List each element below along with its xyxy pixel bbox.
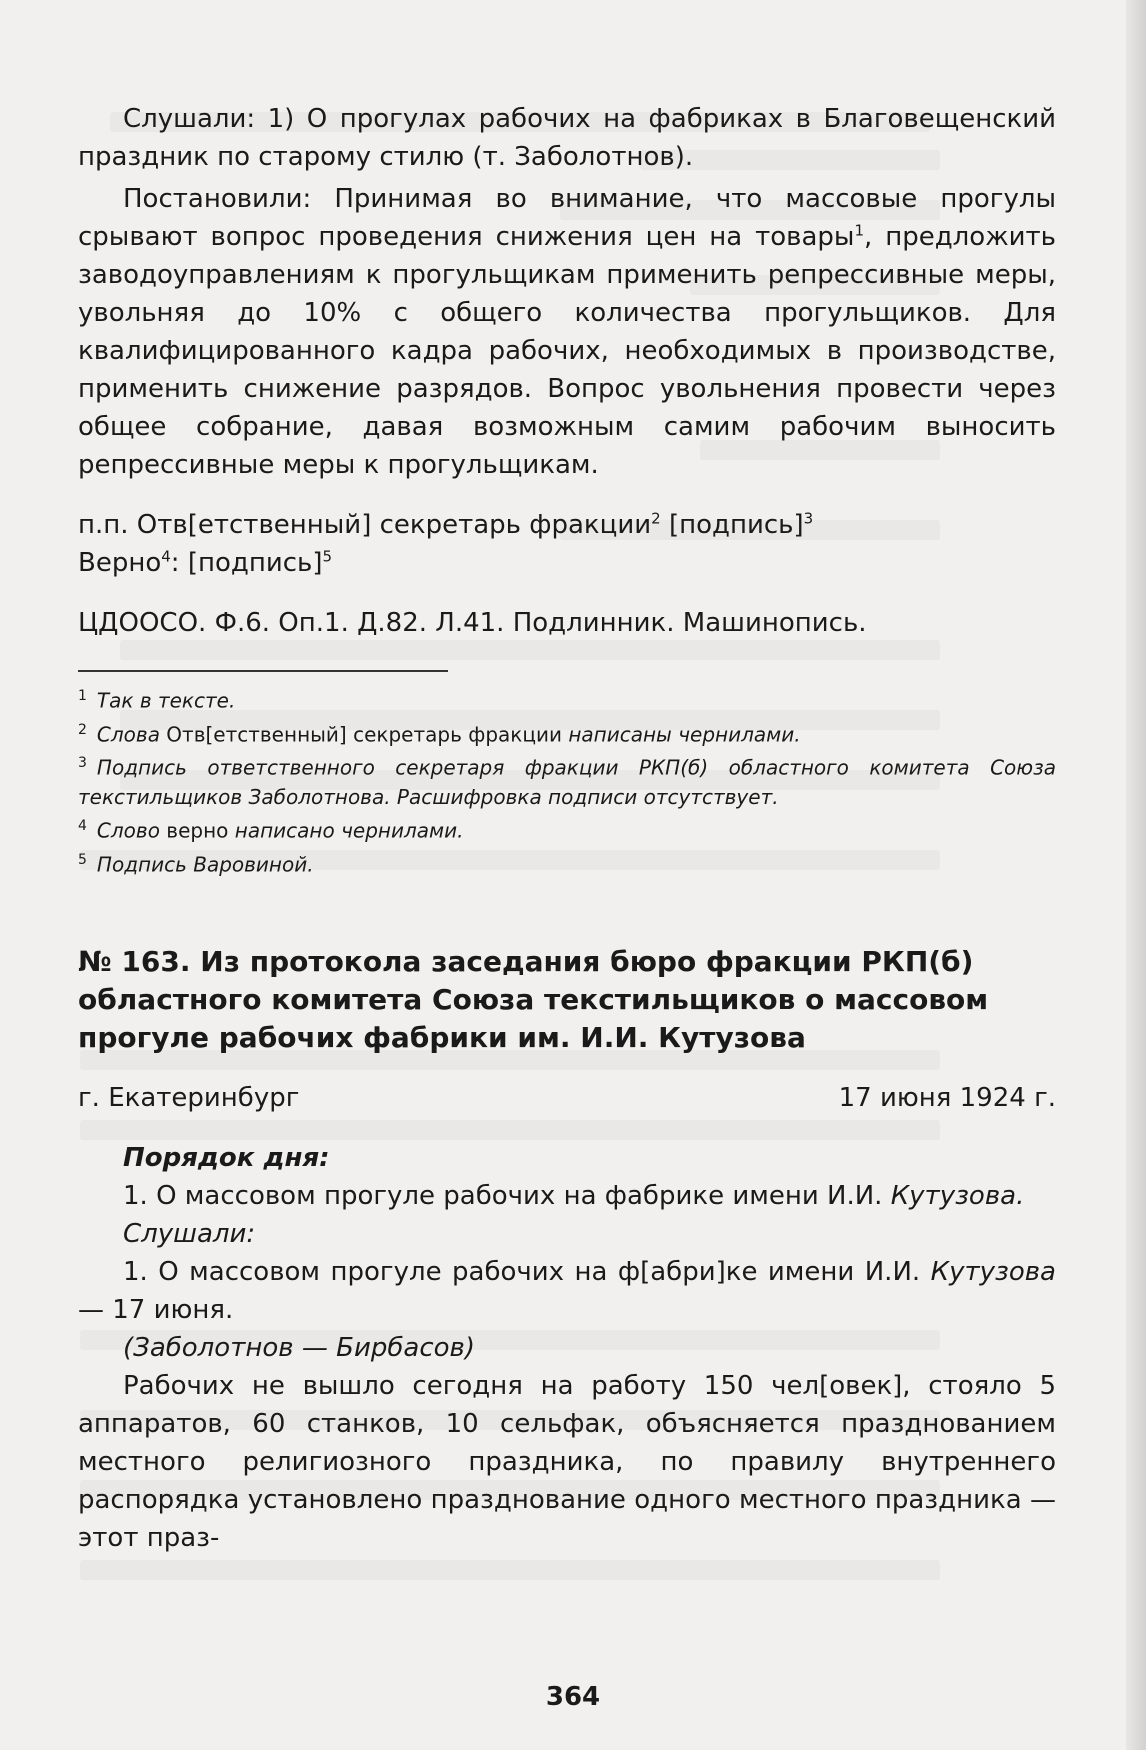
place-date-line: [78, 1079, 1056, 1117]
agenda-item: 1. О массовом прогуле рабочих на фабрике имени И.И. Кутузова.: [123, 1181, 1025, 1212]
footnote-4: $^4$ Слово верно написано чернилами.: [78, 817, 464, 843]
footnote-ref-1: 1: [854, 221, 865, 240]
paragraph-body-last: Рабочих не вышло сегодня на работу 150 чел[овек], стояло 5 аппаратов, 60 станков, 10 сельфак, объясняется празднованием местного религиозного праздника, по правилу внутреннего распорядка установлено празднование одного местного праздника — этот праз-: [78, 1371, 1056, 1554]
paragraph-resolved: Постановили: Принимая во внимание, что массовые прогулы срывают вопрос проведения снижения цен на товары$^1$, предложить заводоуправлениям к прогульщикам применить репрессивные меры, увольняя до 10% с общего количества прогульщиков. Для квалифицированного кадра рабочих, необходимых в производстве, применить снижение разрядов. Вопрос увольнения провести через общее собрание, давая возможным самим рабочим выносить репрессивные меры к прогульщикам.: [78, 184, 1056, 480]
document-place: г. Екатеринбург: [78, 1083, 300, 1114]
document-title: № 163. Из протокола заседания бюро фракции РКП(б) областного комитета Союза текстильщиков о массовом прогуле рабочих фабрики им. И.И. Кутузова: [78, 945, 989, 1055]
page-number: 364: [545, 1682, 601, 1712]
footnote-ref-3: 3: [803, 509, 814, 528]
footnote-3: $^3$ Подпись ответственного секретаря фракции РКП(б) областного комитета Союза текстильщиков Заболотнова. Расшифровка подписи отсутствует.: [78, 755, 1056, 809]
document-date: 17 июня 1924 г.: [838, 1083, 1056, 1114]
footnote-ref-2: 2: [651, 509, 661, 528]
footnote-ref-5: 5: [322, 547, 333, 566]
heard-item: 1. О массовом прогуле рабочих на ф[абри]ке имени И.И. Кутузова — 17 июня.: [78, 1257, 1056, 1326]
footnote-divider: [78, 670, 448, 672]
footnote-5: $^5$ Подпись Варовиной.: [78, 851, 314, 877]
signature-verified: Верно$^4$: [подпись]$^5$: [78, 547, 333, 578]
signature-secretary: п.п. Отв[етственный] секретарь фракции$^2$ [подпись]$^3$: [78, 509, 814, 540]
archive-reference: ЦДООСО. Ф.6. Оп.1. Д.82. Л.41. Подлинник. Машинопись.: [78, 608, 867, 638]
page-edge-shadow: [1126, 0, 1146, 1750]
footnote-ref-4: 4: [161, 547, 171, 566]
footnote-2: $^2$ Слова Отв[етственный] секретарь фракции написаны чернилами.: [78, 721, 801, 747]
speakers: (Заболотнов — Бирбасов): [123, 1333, 475, 1364]
heard-heading: Слушали:: [123, 1219, 256, 1250]
agenda-heading: Порядок дня:: [123, 1143, 330, 1174]
page-content: [78, 100, 1056, 1557]
paragraph-heard-1: Слушали: 1) О прогулах рабочих на фабриках в Благовещенский праздник по старому стилю (т. Заболотнов).: [78, 104, 1056, 172]
footnote-1: $^1$ Так в тексте.: [78, 688, 236, 713]
